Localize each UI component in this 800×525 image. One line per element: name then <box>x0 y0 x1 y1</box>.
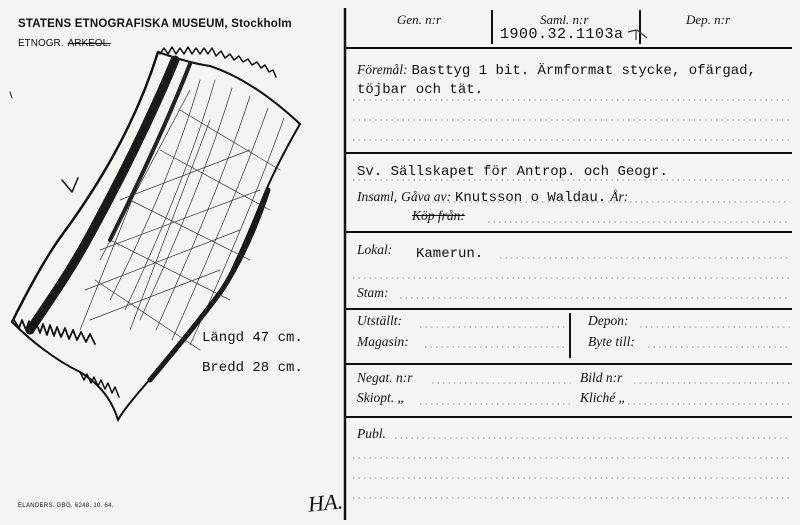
deposit-number-label: Dep. n:r <box>686 12 731 27</box>
object-line-1 <box>357 61 756 79</box>
slide-label: Skiopt. <box>357 390 395 405</box>
printer-mark: ELANDERS. GBG. 6248. 10. 64. <box>18 503 114 509</box>
length-measure: Längd 47 cm. <box>202 330 303 346</box>
year-label: År: <box>610 189 629 204</box>
catalog-number: 1900.32.1103a <box>500 26 624 43</box>
deposited-label: Depon: <box>588 313 629 328</box>
object-label: Föremål: <box>357 62 408 77</box>
collection-number-label: Saml. n:r <box>540 12 589 27</box>
width-measure: Bredd 28 cm. <box>202 360 303 376</box>
department-arkeol-struck: ARKEOL. <box>67 38 111 49</box>
slide-ditto: „ <box>397 390 406 405</box>
object-description-2: töjbar och tät. <box>357 82 484 98</box>
exhibited-label: Utställt: <box>357 313 403 328</box>
collector-name: Knutsson o Waldau. <box>454 190 607 206</box>
cliche-line <box>580 390 626 406</box>
handwritten-initials: HA. <box>306 488 344 517</box>
society-name: Sv. Sällskapet för Antrop. och Geogr. <box>357 164 668 180</box>
gava-label: Gåva av: <box>401 189 451 204</box>
publication-label: Publ. <box>357 426 386 441</box>
exchange-label: Byte till: <box>588 334 635 349</box>
gen-number-label: Gen. n:r <box>397 12 442 27</box>
image-number-label: Bild n:r <box>580 370 623 385</box>
cliche-ditto: „ <box>618 390 627 405</box>
locality-value: Kamerun. <box>416 246 484 262</box>
locality-label: Lokal: <box>357 242 393 257</box>
tribe-label: Stam: <box>357 285 389 300</box>
cliche-label: Kliché <box>580 390 616 405</box>
slide-line <box>357 390 405 406</box>
object-description-1: Basttyg 1 bit. Ärmformat stycke, ofärgad, <box>411 63 756 79</box>
storage-label: Magasin: <box>357 334 409 349</box>
purchase-from-label: Köp från: <box>412 208 465 223</box>
department-etnogr: ETNOGR. <box>18 38 64 49</box>
museum-name: STATENS ETNOGRAFISKA MUSEUM, Stockholm <box>18 18 292 30</box>
collector-line <box>357 188 628 206</box>
negative-number-label: Negat. n:r <box>357 370 413 385</box>
insaml-label: Insaml, <box>357 189 398 204</box>
